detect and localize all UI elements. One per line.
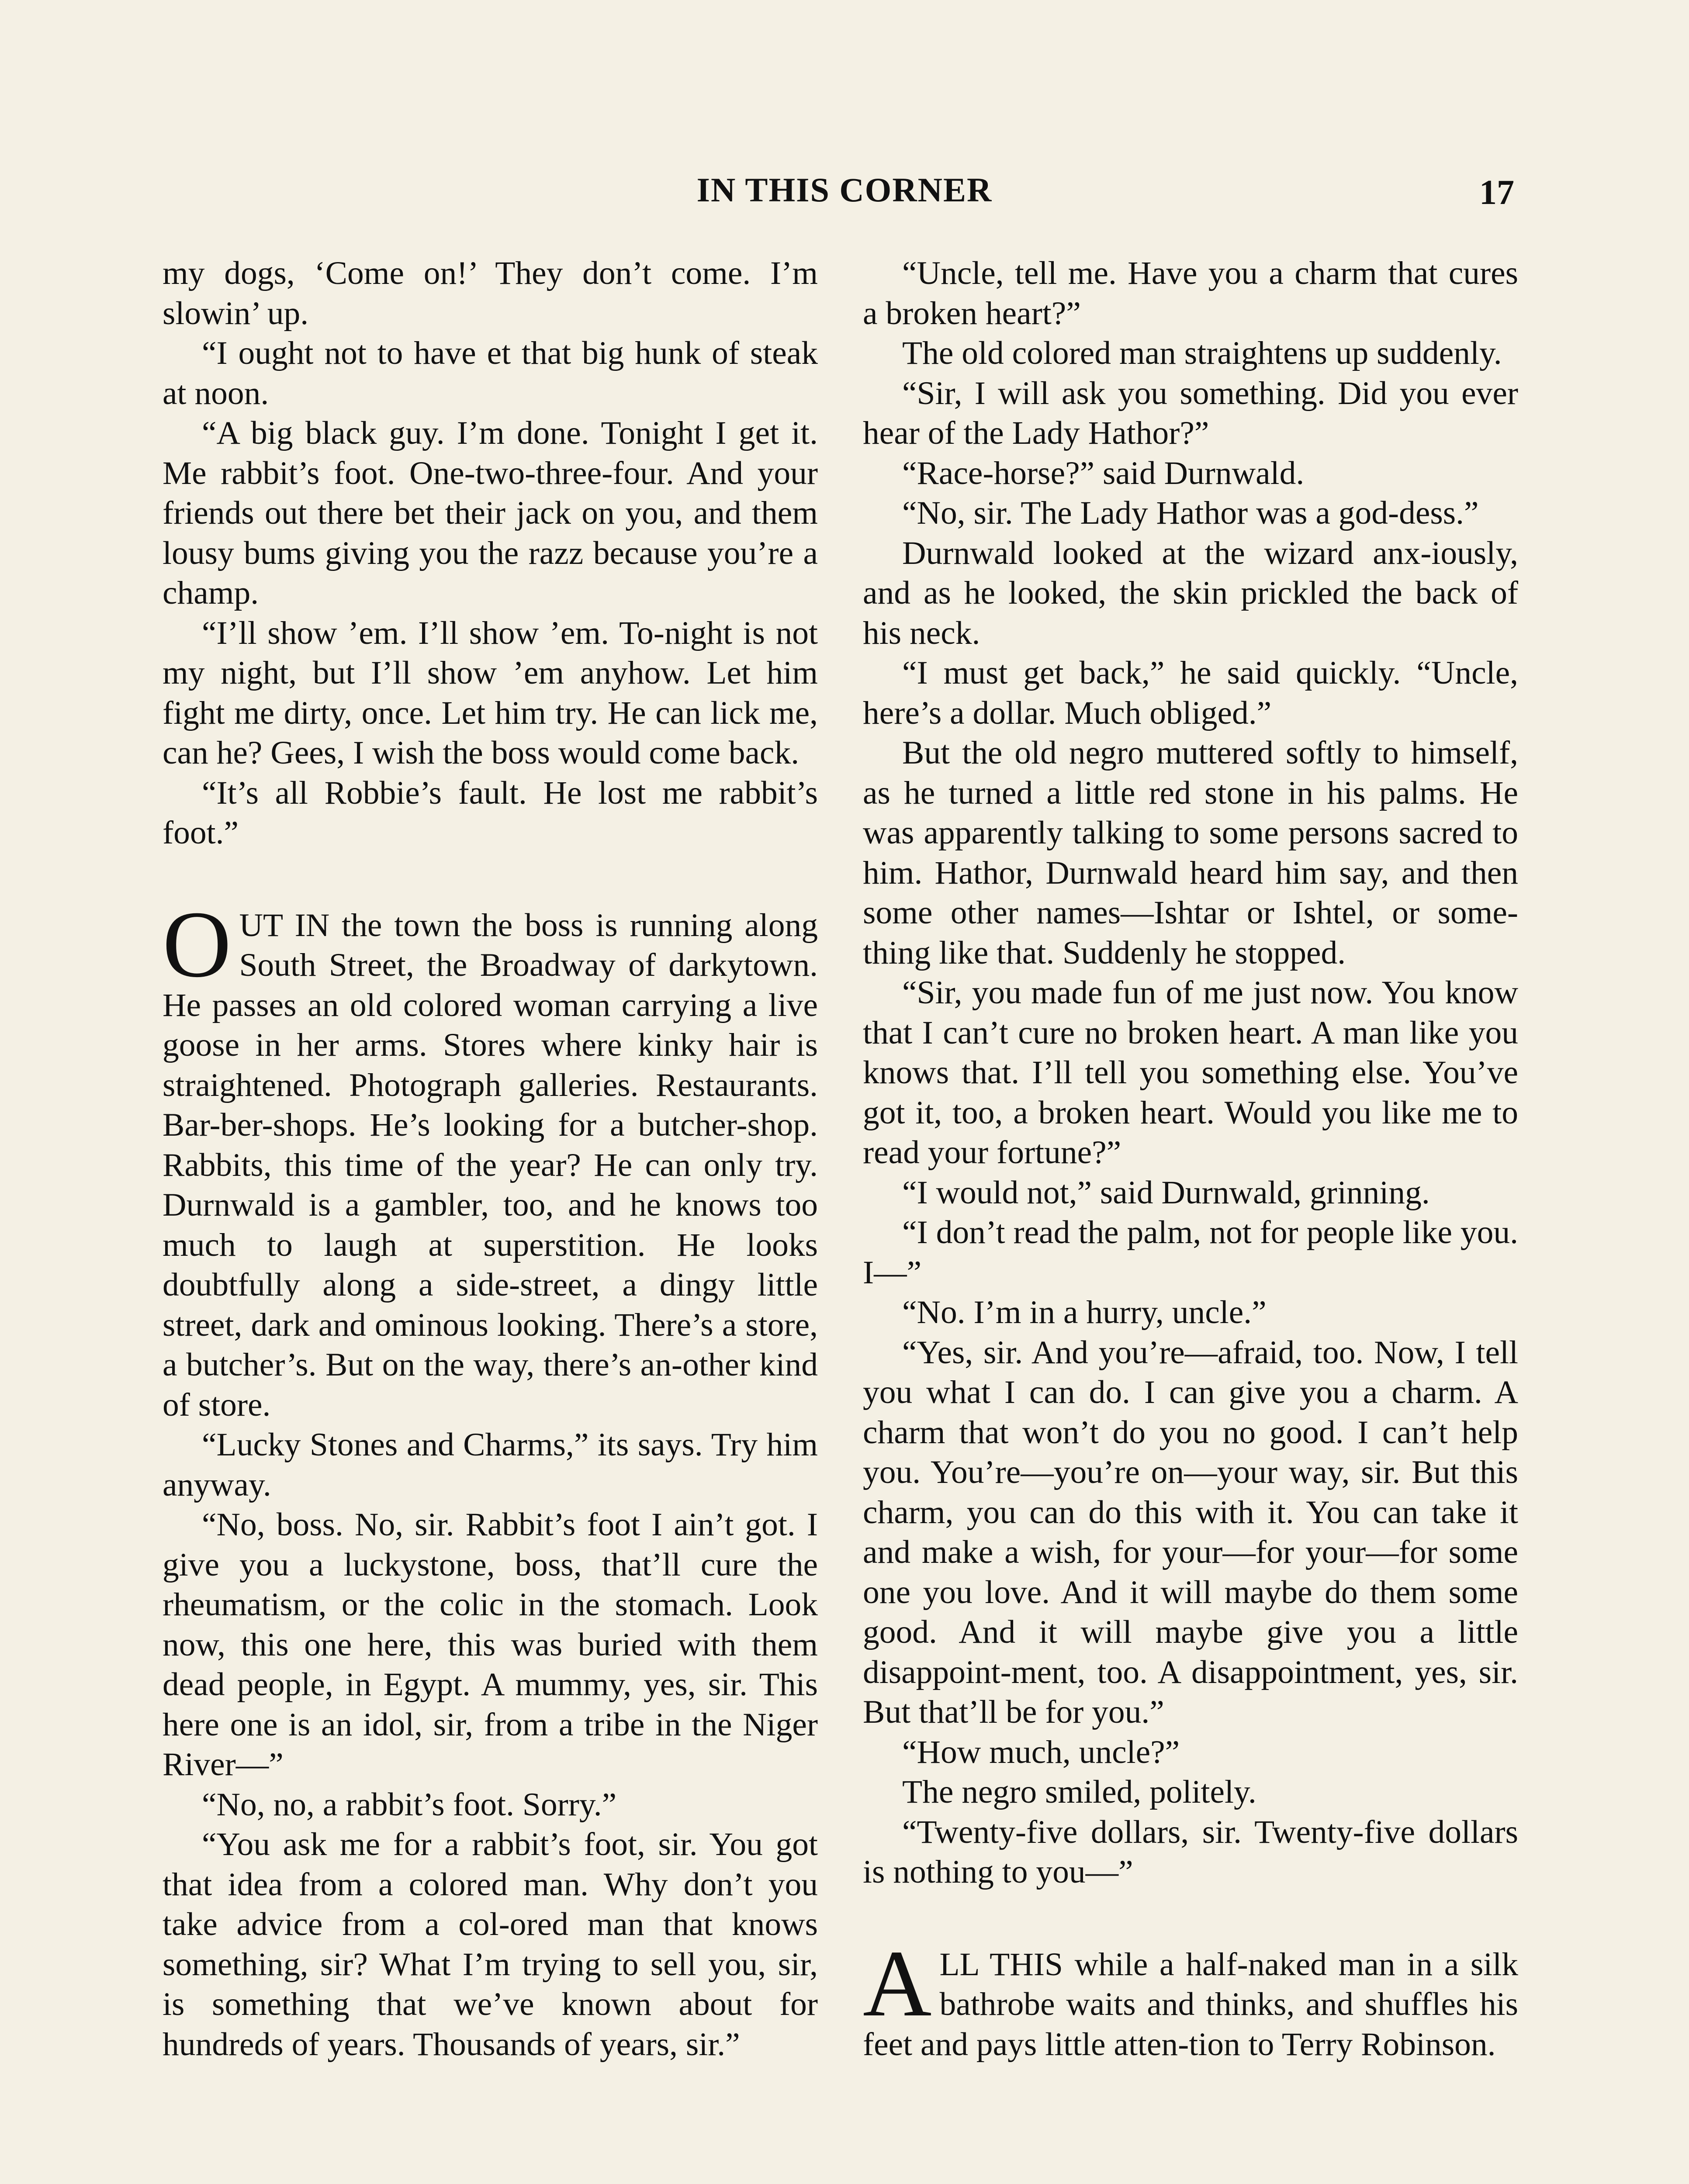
paragraph: “Race-horse?” said Durnwald.	[902, 455, 1305, 491]
paragraph: “No, boss. No, sir. Rabbit’s foot I ain’t got. I give you a luckystone, boss, that’ll cure the rheumatism, or the colic in the stomach. Look now, this one here, this was buried with them dead people, in Egypt. A mummy, yes, sir. This here one is an idol, sir, from a tribe in the Niger River—”	[163, 1507, 818, 1783]
paragraph: The negro smiled, politely.	[902, 1774, 1256, 1810]
paragraph: “I don’t read the palm, not for people like you. I—”	[863, 1214, 1518, 1291]
running-title: IN THIS CORNER	[696, 171, 993, 209]
paragraph: “I must get back,” he said quickly. “Uncle, here’s a dollar. Much obliged.”	[863, 655, 1518, 731]
paragraph: “Lucky Stones and Charms,” its says. Try him anyway.	[163, 1427, 818, 1503]
drop-cap: O	[163, 892, 232, 997]
running-head	[0, 166, 1689, 214]
section-lead-text: LL THIS while a half-naked man in a silk bathrobe waits and thinks, and shuffles his feet and pays little atten-tion to Terry Robinson.	[863, 1946, 1518, 2063]
paragraph: “You ask me for a rabbit’s foot, sir. You got that idea from a colored man. Why don’t you take advice from a col-ored man that knows something, sir? What I’m trying to sell you, sir, is something that we’ve known about for hundreds of years. Thousands of years, sir.”	[163, 1826, 818, 2063]
paragraph: “How much, uncle?”	[902, 1734, 1180, 1770]
paragraph: “A big black guy. I’m done. Tonight I get it. Me rabbit’s foot. One-two-three-four. And your friends out there bet their jack on you, and them lousy bums giving you the razz because you’re a champ.	[163, 415, 818, 611]
paragraph: “Uncle, tell me. Have you a charm that cures a broken heart?”	[863, 255, 1518, 332]
paragraph: “No. I’m in a hurry, uncle.”	[902, 1294, 1267, 1330]
paragraph: “It’s all Robbie’s fault. He lost me rabbit’s foot.”	[163, 774, 818, 851]
paragraph: “Yes, sir. And you’re—afraid, too. Now, I tell you what I can do. I can give you a charm. A charm that won’t do you no good. I can’t help you. You’re—you’re on—your way, sir. But this charm, you can do this with it. You can take it and make a wish, for your—for your—for some one you love. And it will maybe do them some good. And it will maybe give you a little disappoint-ment, too. A disappointment, yes, sir. But that’ll be for you.”	[863, 1334, 1518, 1730]
paragraph: “Sir, I will ask you something. Did you ever hear of the Lady Hathor?”	[863, 375, 1518, 451]
paragraph: The old colored man straightens up suddenly.	[902, 335, 1502, 371]
paragraph: “Twenty-five dollars, sir. Twenty-five dollars is nothing to you—”	[863, 1814, 1518, 1890]
paragraph: “I’ll show ’em. I’ll show ’em. To-night is not my night, but I’ll show ’em anyhow. Let him fight me dirty, once. Let him try. He can lick me, can he? Gees, I wish the boss would come back.	[163, 615, 818, 771]
paragraph: “No, sir. The Lady Hathor was a god-dess.”	[902, 495, 1479, 531]
paragraph: “I ought not to have et that big hunk of steak at noon.	[163, 335, 818, 411]
paragraph: “I would not,” said Durnwald, grinning.	[902, 1174, 1430, 1211]
page-number: 17	[1479, 173, 1514, 212]
right-column	[863, 253, 1518, 2064]
paragraph: my dogs, ‘Come on!’ They don’t come. I’m slowin’ up.	[163, 255, 818, 332]
paragraph: Durnwald looked at the wizard anx-iously, and as he looked, the skin prickled the back of his neck.	[863, 535, 1518, 651]
drop-cap: A	[863, 1931, 932, 2036]
section-lead-text: UT IN the town the boss is running along South Street, the Broadway of darkytown. He passes an old colored woman carrying a live goose in her arms. Stores where kinky hair is straightened. Photograph galleries. Restaurants. Bar-ber-shops. He’s looking for a butcher-shop. Rabbits, this time of the year? He can only try. Durnwald is a gambler, too, and he knows too much to laugh at superstition. He looks doubtfully along a side-street, a dingy little street, dark and ominous looking. There’s a store, a butcher’s. But on the way, there’s an-other kind of store.	[163, 907, 818, 1423]
section-opening-paragraph	[863, 1931, 1518, 2065]
left-column	[163, 253, 818, 2064]
paragraph: “No, no, a rabbit’s foot. Sorry.”	[202, 1786, 617, 1823]
section-opening-paragraph	[163, 892, 818, 1425]
paragraph: But the old negro muttered softly to himself, as he turned a little red stone in his palms. He was apparently talking to some persons sacred to him. Hathor, Durnwald heard him say, and then some other names—Ishtar or Ishtel, or some-thing like that. Suddenly he stopped.	[863, 735, 1518, 971]
paragraph: “Sir, you made fun of me just now. You know that I can’t cure no broken heart. A man like you knows that. I’ll tell you something else. You’ve got it, too, a broken heart. Would you like me to read your fortune?”	[863, 975, 1518, 1171]
